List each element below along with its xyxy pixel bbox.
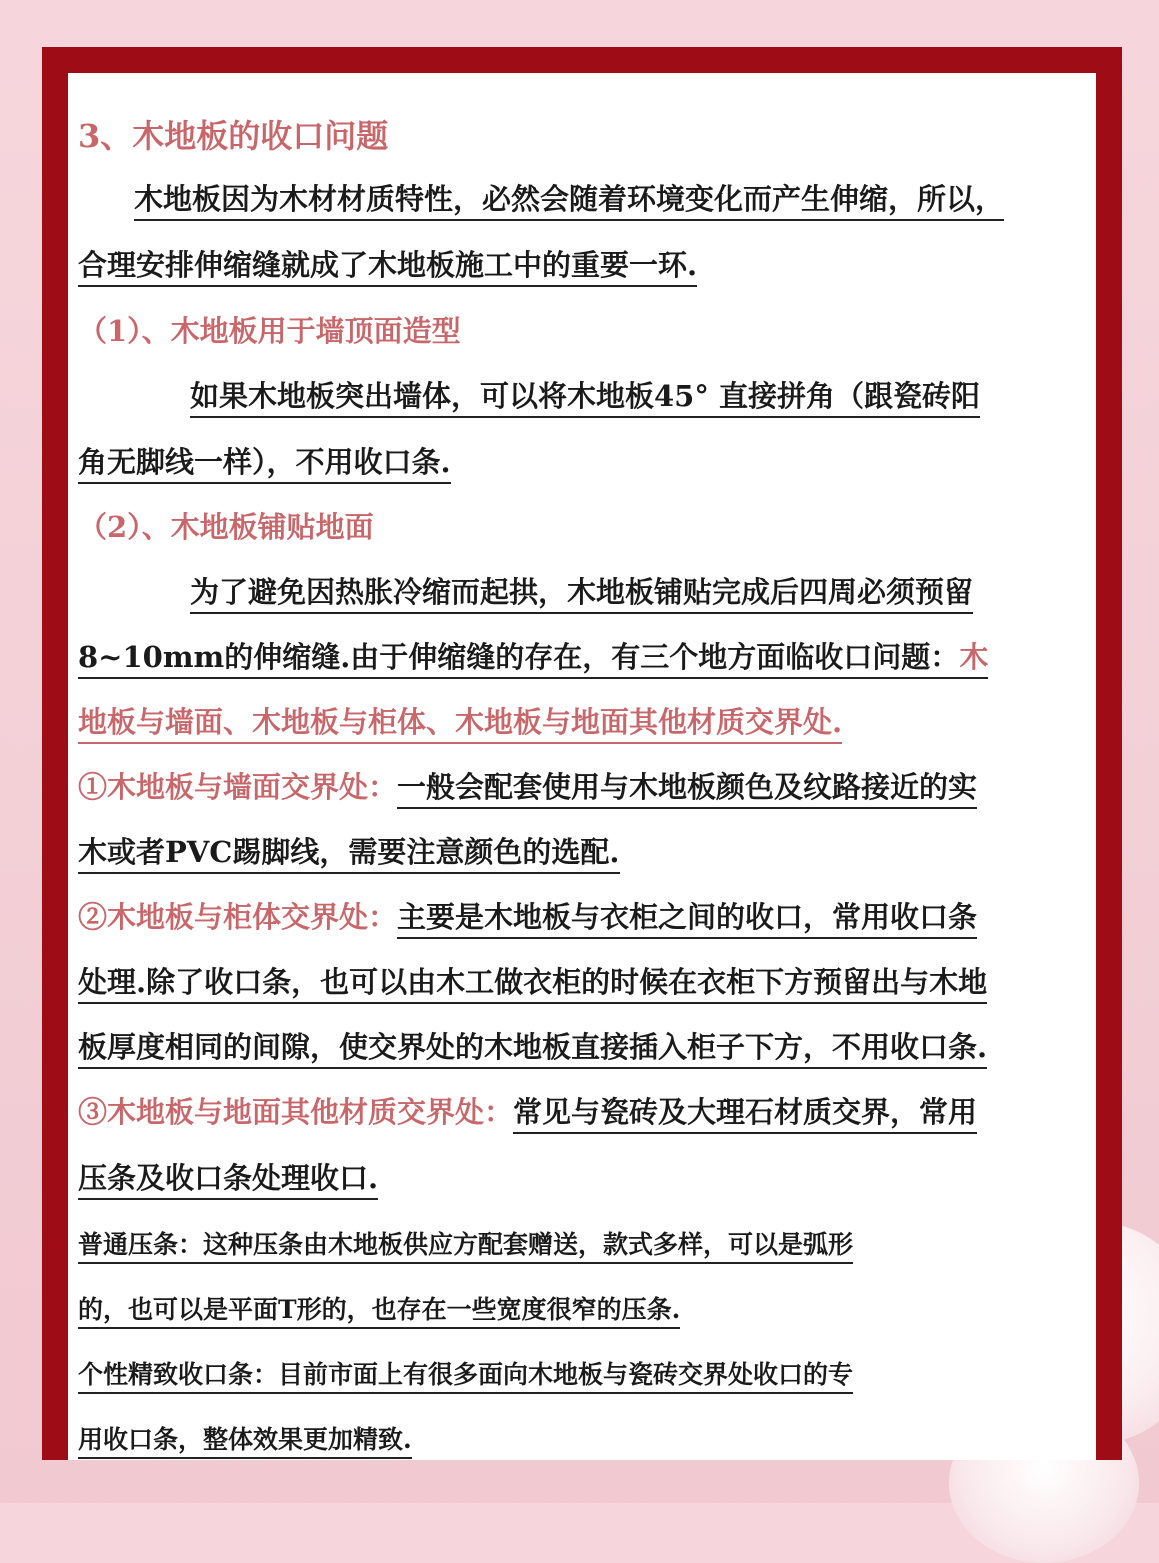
paragraph-line [190,374,980,415]
paragraph-text: 为了避免因热胀冷缩而起拱，木地板铺贴完成后四周必须预留 [190,575,973,614]
paragraph-line [78,440,451,481]
note-text: 普通压条：这种压条由木地板供应方配套赠送，款式多样，可以是弧形 [78,1230,853,1264]
note-text: 个性精致收口条：目前市面上有很多面向木地板与瓷砖交界处收口的专 [78,1360,853,1394]
paragraph-line [190,570,973,611]
paragraph-text: 如果木地板突出墙体，可以将木地板45° 直接拼角（跟瓷砖阳 [190,379,980,418]
item-text: 板厚度相同的间隙，使交界处的木地板直接插入柜子下方，不用收口条. [78,1030,987,1069]
section-title: 3、木地板的收口问题 [78,117,389,155]
paragraph-line [78,635,988,676]
item-text: 压条及收口条处理收口. [78,1161,378,1200]
note-line [78,1420,412,1456]
subsection-heading: （2）、木地板铺贴地面 [78,510,374,544]
note-text: 用收口条，整体效果更加精致. [78,1425,412,1459]
item-label: ②木地板与柜体交界处： [78,900,398,934]
list-item [78,765,977,806]
paragraph-line [78,1025,987,1066]
item-label: ③木地板与地面其他材质交界处： [78,1095,514,1129]
document-page [68,73,1096,1460]
list-item [78,895,977,936]
list-item [78,1090,977,1131]
item-text: 主要是木地板与衣柜之间的收口，常用收口条 [397,900,977,939]
paragraph-line [78,1156,378,1197]
paragraph-line [78,960,987,1001]
paragraph-line [78,830,620,871]
item-text: 一般会配套使用与木地板颜色及纹路接近的实 [397,770,977,809]
item-text: 处理.除了收口条，也可以由木工做衣柜的时候在衣柜下方预留出与木地 [78,965,987,1004]
subsection-heading: （1）、木地板用于墙顶面造型 [78,314,461,348]
item-text: 木或者PVC踢脚线，需要注意颜色的选配. [78,835,620,874]
paragraph-line [78,700,842,741]
note-text: 的，也可以是平面T形的，也存在一些宽度很窄的压条. [78,1295,680,1329]
note-line [78,1355,853,1391]
paragraph-line [134,177,1004,218]
highlight-text: 木 [959,640,988,679]
paragraph-text: 8~10mm的伸缩缝.由于伸缩缝的存在，有三个地方面临收口问题： [78,640,959,679]
note-line [78,1225,853,1261]
highlight-text: 地板与墙面、木地板与柜体、木地板与地面其他材质交界处. [78,705,842,744]
paragraph-text: 木地板因为木材材质特性，必然会随着环境变化而产生伸缩，所以， [134,182,1004,221]
paragraph-text: 角无脚线一样），不用收口条. [78,445,451,484]
paragraph-line [78,243,697,284]
note-line [78,1290,680,1326]
item-label: ①木地板与墙面交界处： [78,770,398,804]
item-text: 常见与瓷砖及大理石材质交界，常用 [513,1095,977,1134]
paragraph-text: 合理安排伸缩缝就成了木地板施工中的重要一环. [78,248,697,287]
